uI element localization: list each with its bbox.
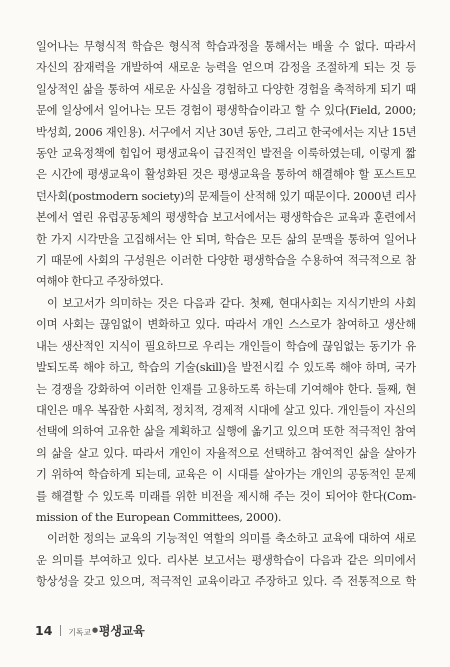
book-title-dot: ● <box>92 625 98 634</box>
footer-divider <box>60 625 61 636</box>
text-line: 문에 일상에서 일어나는 모든 경험이 평생학습이라고 할 수 있다(Field, 2000; <box>36 104 416 118</box>
text-line: 발되도록 해야 하고, 학습의 기술(skill)을 발전시킬 수 있도록 해야 하며, 국가 <box>36 361 416 375</box>
text-line: 를 해결할 수 있도록 미래를 위한 비전을 제시해 주는 것이 되어야 한다(Com- <box>36 489 416 503</box>
text-line: 내는 생산적인 지식이 필요하므로 우리는 개인들이 학습에 끊임없는 동기가 유 <box>36 339 416 353</box>
text-line: 본에서 열린 유럽공동체의 평생학습 보고서에서는 평생학습은 교육과 훈련에서 <box>36 211 416 225</box>
text-line: mission of the European Committees, 2000). <box>36 510 282 524</box>
page-footer <box>35 620 145 640</box>
book-title-prefix: 기독교 <box>68 627 91 637</box>
book-title-main: 평생교육 <box>98 623 145 638</box>
text-line: 자신의 잠재력을 개발하여 새로운 능력을 얻으며 감정을 조절하게 되는 것 등 <box>36 61 416 75</box>
text-line: 박성희, 2006 재인용). 서구에서 지난 30년 동안, 그리고 한국에서는 지난 15년 <box>36 125 416 139</box>
text-line: 여해야 한다고 주장하였다. <box>36 275 164 289</box>
page-number: 14 <box>35 622 53 638</box>
text-line: 운 의미를 부여하고 있다. 리사본 보고서는 평생학습이 다음과 같은 의미에서 <box>36 553 416 567</box>
text-line: 항상성을 갖고 있으며, 적극적인 교육이라고 주장하고 있다. 즉 전통적으로 학 <box>36 575 416 589</box>
text-line: 선택에 의하여 고유한 삶을 계획하고 실행에 옮기고 있으며 또한 적극적인 참여 <box>36 425 416 439</box>
text-line: 이러한 정의는 교육의 기능적인 역할의 의미를 축소하고 교육에 대하여 새로 <box>47 532 416 546</box>
text-line: 기 때문에 사회의 구성원은 이러한 다양한 평생학습을 수용하여 적극적으로 참 <box>36 254 416 268</box>
text-line: 이며 사회는 끊임없이 변화하고 있다. 따라서 개인 스스로가 참여하고 생산해 <box>36 318 416 332</box>
text-line: 한 가지 시각만을 고집해서는 안 되며, 학습은 모든 삶의 문맥을 통하여 일어나 <box>36 232 416 246</box>
book-title <box>68 622 144 639</box>
body-text <box>36 36 416 593</box>
text-line: 의 삶을 살고 있다. 따라서 개인이 자율적으로 선택하고 참여적인 삶을 살아가 <box>36 446 416 460</box>
text-line: 일어나는 무형식적 학습은 형식적 학습과정을 통해서는 배울 수 없다. 따라서 <box>36 40 416 53</box>
text-line: 대인은 매우 복잡한 사회적, 정치적, 경제적 시대에 살고 있다. 개인들이 자신의 <box>36 403 416 417</box>
text-line: 동안 교육정책에 힘입어 평생교육이 급진적인 발전을 이룩하였는데, 이렇게 짧 <box>36 147 416 161</box>
text-line: 기 위하여 학습하게 되는데, 교육은 이 시대를 살아가는 개인의 공동적인 문제 <box>36 468 416 482</box>
text-line: 이 보고서가 의미하는 것은 다음과 같다. 첫째, 현대사회는 지식기반의 사회 <box>47 296 416 310</box>
text-line: 은 시간에 평생교육이 활성화된 것은 평생교육을 통하여 해결해야 할 포스트모 <box>36 168 416 182</box>
text-line: 일상적인 삶을 통하여 새로운 사실을 경험하고 다양한 경험을 축적하게 되기 때 <box>36 82 416 96</box>
text-line: 던사회(postmodern society)의 문제들이 산적해 있기 때문이다. 2000년 리사 <box>36 189 416 203</box>
text-line: 는 경쟁을 강화하여 이러한 인재를 고용하도록 하는데 기여해야 한다. 둘째, 현 <box>36 382 416 396</box>
